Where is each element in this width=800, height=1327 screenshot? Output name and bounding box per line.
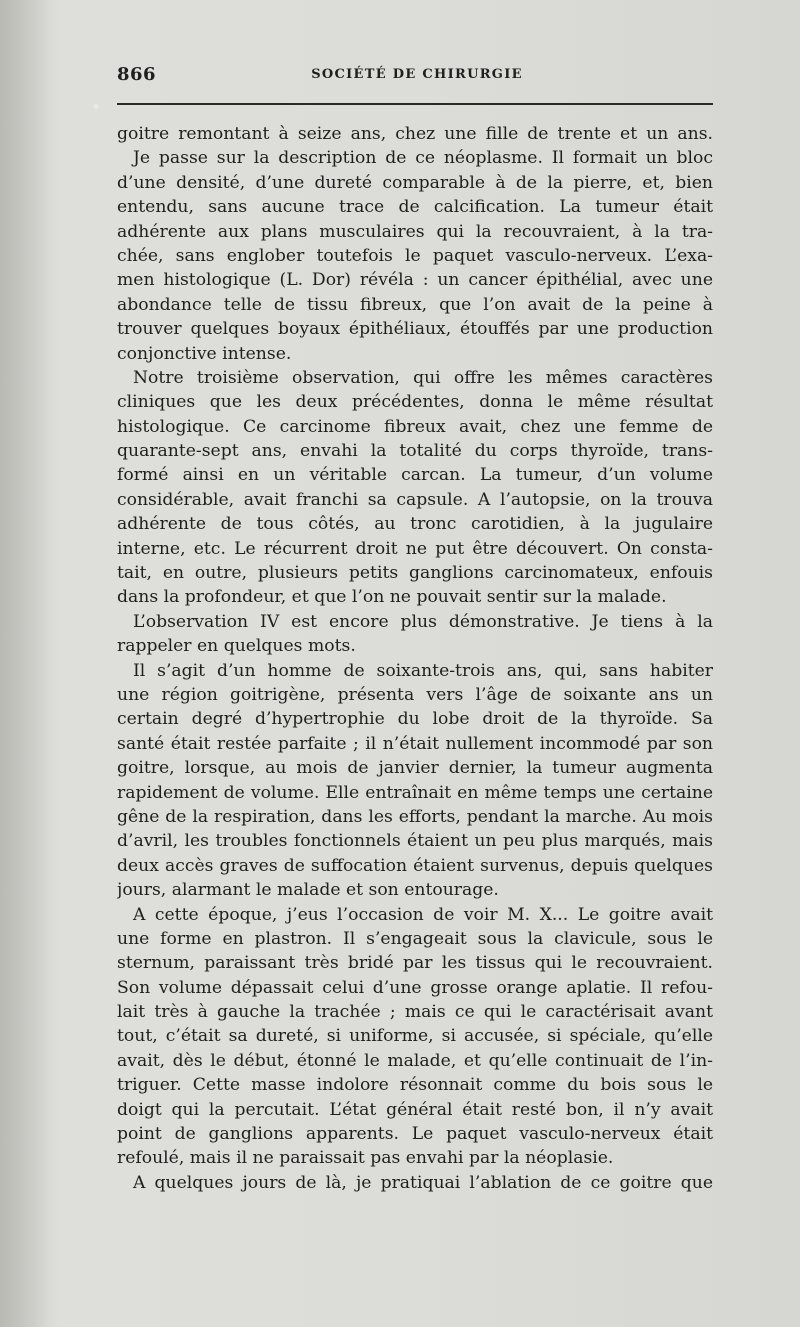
text-line: Je passe sur la description de ce néoplasme. Il formait un bloc [133, 148, 713, 169]
text-line: Son volume dépassait celui d’une grosse orange aplatie. Il refou- [117, 977, 713, 998]
text-line: d’une densité, d’une dureté comparable à de la pierre, et, bien [117, 172, 713, 193]
text-line: jours, alarmant le malade et son entourage. [117, 880, 499, 901]
text-line: trouver quelques boyaux épithéliaux, étouffés par une production [117, 319, 713, 340]
text-line: entendu, sans aucune trace de calcification. La tumeur était [117, 197, 713, 218]
text-line: lait très à gauche la trachée ; mais ce qui le caractérisait avant [117, 1002, 713, 1023]
text-line: rapidement de volume. Elle entraînait en même temps une certaine [117, 782, 713, 803]
text-line: considérable, avait franchi sa capsule. A l’autopsie, on la trouva [117, 489, 713, 510]
text-line: Notre troisième observation, qui offre les mêmes caractères [133, 367, 713, 388]
text-line: adhérente de tous côtés, au tronc carotidien, à la jugulaire [117, 514, 713, 535]
text-line: formé ainsi en un véritable carcan. La tumeur, d’un volume [117, 465, 713, 486]
text-line: men histologique (L. Dor) révéla : un cancer épithélial, avec une [117, 270, 713, 291]
text-line: une forme en plastron. Il s’engageait sous la clavicule, sous le [117, 928, 713, 949]
text-line: point de ganglions apparents. Le paquet vasculo-nerveux était [117, 1124, 713, 1145]
page-edge-shadow [0, 0, 60, 1327]
text-line: adhérente aux plans musculaires qui la recouvraient, à la tra- [117, 221, 713, 242]
body-text [117, 122, 713, 1195]
text-line: Il s’agit d’un homme de soixante-trois ans, qui, sans habiter [133, 660, 713, 681]
page-header [117, 64, 713, 90]
text-line: doigt qui la percutait. L’état général était resté bon, il n’y avait [117, 1099, 713, 1120]
text-line: dans la profondeur, et que l’on ne pouvait sentir sur la malade. [117, 587, 667, 608]
page-number: 866 [117, 64, 157, 85]
text-line: L’observation IV est encore plus démonstrative. Je tiens à la [133, 611, 713, 632]
text-line: gêne de la respiration, dans les efforts, pendant la marche. Au mois [117, 806, 713, 827]
text-line: quarante-sept ans, envahi la totalité du corps thyroïde, trans- [117, 441, 713, 462]
text-line: triguer. Cette masse indolore résonnait comme du bois sous le [117, 1075, 713, 1096]
text-line: santé était restée parfaite ; il n’était nullement incommodé par son [117, 733, 713, 754]
text-line: refoulé, mais il ne paraissait pas envahi par la néoplasie. [117, 1148, 614, 1169]
text-line: A cette époque, j’eus l’occasion de voir M. X... Le goitre avait [133, 904, 713, 925]
text-line: sternum, paraissant très bridé par les tissus qui le recouvraient. [117, 953, 713, 974]
header-rule [117, 103, 713, 105]
text-line: rappeler en quelques mots. [117, 636, 356, 657]
text-line: deux accès graves de suffocation étaient survenus, depuis quelques [117, 855, 713, 876]
text-line: interne, etc. Le récurrent droit ne put être découvert. On consta- [117, 538, 713, 559]
text-line: tait, en outre, plusieurs petits ganglions carcinomateux, enfouis [117, 563, 713, 584]
text-line: conjonctive intense. [117, 343, 292, 364]
text-line: A quelques jours de là, je pratiquai l’ablation de ce goitre que [133, 1172, 713, 1193]
text-line: goitre, lorsque, au mois de janvier dernier, la tumeur augmenta [117, 758, 713, 779]
text-line: abondance telle de tissu fibreux, que l’on avait de la peine à [117, 294, 713, 315]
running-title: SOCIÉTÉ DE CHIRURGIE [311, 67, 523, 82]
text-line: certain degré d’hypertrophie du lobe droit de la thyroïde. Sa [117, 709, 713, 730]
text-line: cliniques que les deux précédentes, donna le même résultat [117, 392, 713, 413]
text-line: chée, sans englober toutefois le paquet vasculo-nerveux. L’exa- [117, 245, 713, 266]
text-line: une région goitrigène, présenta vers l’âge de soixante ans un [117, 684, 713, 705]
text-line: avait, dès le début, étonné le malade, et qu’elle continuait de l’in- [117, 1050, 713, 1071]
text-line: goitre remontant à seize ans, chez une fille de trente et un ans. [117, 124, 713, 144]
text-line: tout, c’était sa dureté, si uniforme, si accusée, si spéciale, qu’elle [117, 1026, 713, 1047]
text-line: histologique. Ce carcinome fibreux avait, chez une femme de [117, 416, 713, 437]
text-line: d’avril, les troubles fonctionnels étaient un peu plus marqués, mais [117, 831, 713, 852]
